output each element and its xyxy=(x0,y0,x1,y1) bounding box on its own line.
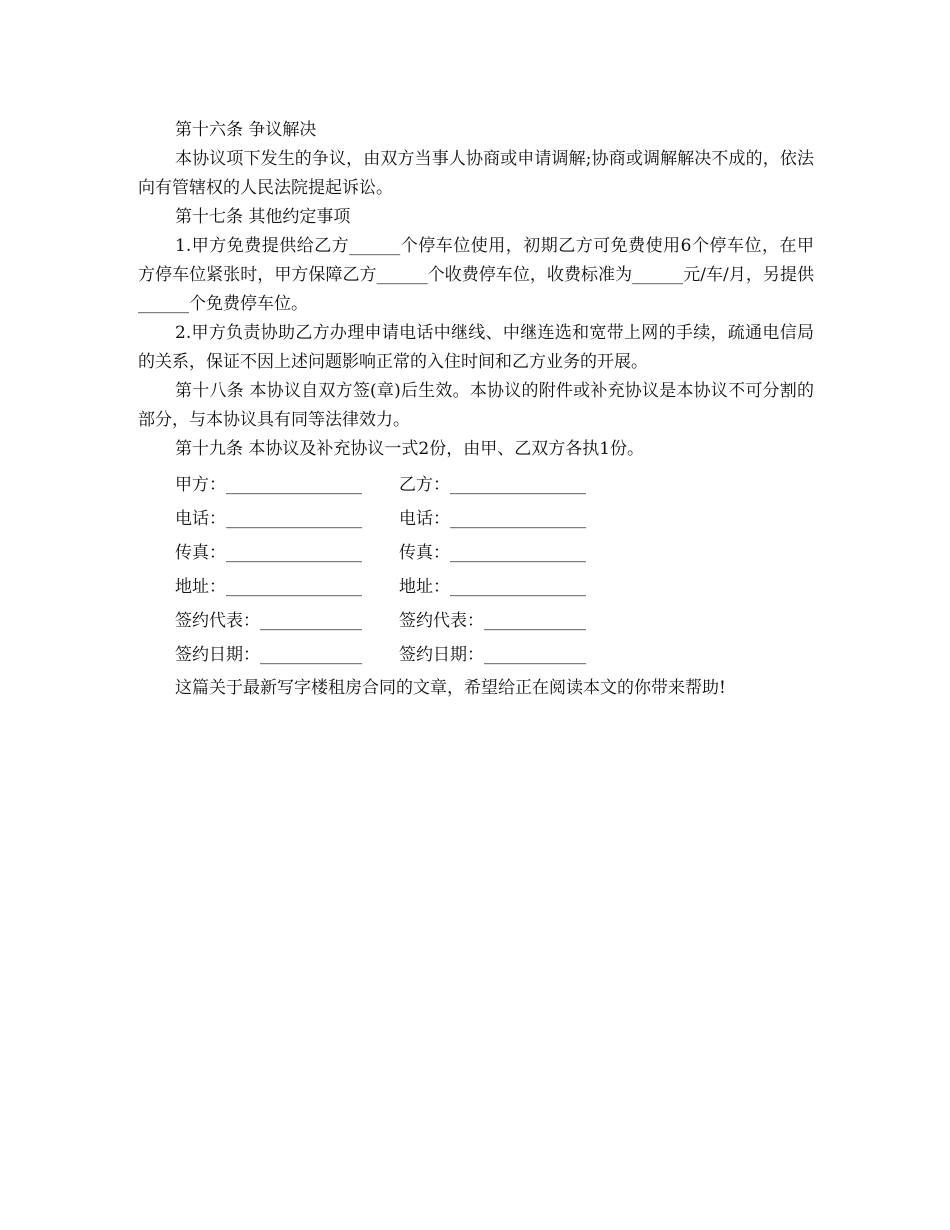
party-a-address-field: 地址：________________ xyxy=(175,576,362,597)
party-a-phone-field: 电话：________________ xyxy=(175,508,362,529)
article-18: 第十八条 本协议自双方签(章)后生效。本协议的附件或补充协议是本协议不可分割的部分，与本协议具有同等法律效力。 xyxy=(138,381,814,430)
article-16-body: 本协议项下发生的争议，由双方当事人协商或申请调解;协商或调解解决不成的，依法向有管辖权的人民法院提起诉讼。 xyxy=(138,149,814,198)
party-b-representative-field: 签约代表：____________ xyxy=(399,610,586,631)
party-b-fax-field: 传真：________________ xyxy=(399,542,586,563)
party-a-representative-field: 签约代表：____________ xyxy=(175,610,362,631)
article-16-title: 第十六条 争议解决 xyxy=(175,120,317,140)
party-a-fax-field: 传真：________________ xyxy=(175,542,362,563)
party-a-field: 甲方：________________ xyxy=(175,474,362,495)
signature-row-address xyxy=(138,570,814,604)
party-a-date-field: 签约日期：____________ xyxy=(175,644,362,665)
party-b-phone-field: 电话：________________ xyxy=(399,508,586,529)
article-17-item-1: 1.甲方免费提供给乙方______个停车位使用，初期乙方可免费使用6个停车位，在甲方停车位紧张时，甲方保障乙方______个收费停车位，收费标准为______元/车/月，另提供______个免费停车位。 xyxy=(138,236,814,314)
party-b-address-field: 地址：________________ xyxy=(399,576,586,597)
party-b-date-field: 签约日期：____________ xyxy=(399,644,586,665)
signature-row-party xyxy=(138,468,814,502)
article-17-title: 第十七条 其他约定事项 xyxy=(175,207,351,227)
signature-row-date xyxy=(138,638,814,672)
document-page xyxy=(138,116,814,703)
party-b-field: 乙方：________________ xyxy=(399,474,586,495)
article-19: 第十九条 本协议及补充协议一式2份，由甲、乙双方各执1份。 xyxy=(175,439,645,459)
signature-row-phone xyxy=(138,502,814,536)
signature-block xyxy=(138,468,814,672)
article-17-item-2: 2.甲方负责协助乙方办理申请电话中继线、中继连选和宽带上网的手续，疏通电信局的关系，保证不因上述问题影响正常的入住时间和乙方业务的开展。 xyxy=(138,323,814,372)
signature-row-representative xyxy=(138,604,814,638)
signature-row-fax xyxy=(138,536,814,570)
closing-note: 这篇关于最新写字楼租房合同的文章，希望给正在阅读本文的你带来帮助! xyxy=(175,678,726,698)
